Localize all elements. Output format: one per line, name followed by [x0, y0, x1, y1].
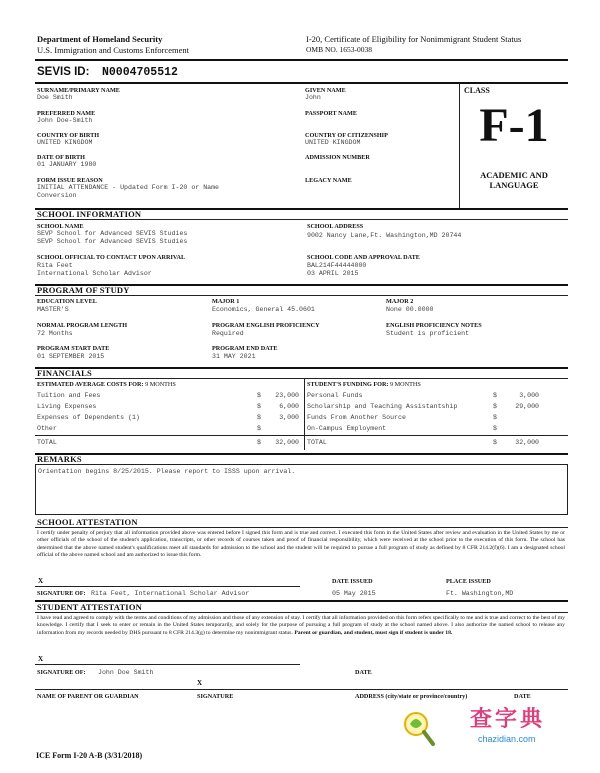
sevis-id-label: SEVIS ID: — [37, 66, 90, 78]
program-length-label: NORMAL PROGRAM LENGTH — [37, 322, 128, 329]
cost-currency: $ — [257, 414, 261, 421]
header-rule — [35, 59, 568, 61]
student-attestation-title: STUDENT ATTESTATION — [37, 602, 142, 612]
class-value: F-1 — [479, 99, 549, 152]
school-code-label: SCHOOL CODE AND APPROVAL DATE — [307, 254, 420, 261]
date-issued-label: DATE ISSUED — [332, 578, 373, 585]
education-level-label: EDUCATION LEVEL — [37, 298, 97, 305]
major1-label: MAJOR 1 — [212, 298, 240, 305]
english-proficiency-label: PROGRAM ENGLISH PROFICIENCY — [212, 322, 320, 329]
cost-amount: 6,000 — [279, 403, 299, 410]
financials-section-underline — [35, 378, 568, 379]
costs-total-currency: $ — [257, 439, 261, 446]
funding-header — [307, 381, 421, 388]
parent-sig-line — [35, 689, 568, 690]
program-section-title: PROGRAM OF STUDY — [37, 285, 130, 295]
school-sig-value: Rita Feet, International Scholar Advisor — [91, 590, 250, 597]
education-level-value: MASTER'S — [37, 306, 69, 313]
sevis-rule — [35, 82, 568, 84]
funding-currency: $ — [493, 403, 497, 410]
school-name-line1: SEVP School for Advanced SEVIS Studies — [37, 230, 188, 237]
preferred-name-value: John Doe-Smith — [37, 117, 93, 124]
magnifier-logo-icon — [400, 708, 436, 748]
english-proficiency-value: Required — [212, 330, 244, 337]
school-name-label: SCHOOL NAME — [37, 223, 84, 230]
major1-value: Economics, General 45.0601 — [212, 306, 315, 313]
birth-country-value: UNITED KINGDOM — [37, 139, 93, 146]
financials-section-rule — [35, 367, 568, 369]
funding-item: Scholarship and Teaching Assistantship — [307, 403, 458, 410]
school-official-label: SCHOOL OFFICIAL TO CONTACT UPON ARRIVAL — [37, 254, 186, 261]
date-issued-value: 05 May 2015 — [332, 590, 376, 597]
school-approval-date: 03 APRIL 2015 — [307, 270, 359, 277]
cost-item: Living Expenses — [37, 403, 97, 410]
student-attestation-bold: Parent or guardian, and student, must sign if student is under 18. — [294, 629, 453, 636]
major2-label: MAJOR 2 — [386, 298, 414, 305]
cost-amount: 3,000 — [279, 414, 299, 421]
remarks-section-rule — [35, 453, 568, 455]
school-address-label: SCHOOL ADDRESS — [307, 223, 364, 230]
funding-label: STUDENT'S FUNDING FOR: — [307, 381, 389, 388]
student-sig-x: X — [38, 655, 44, 663]
surname-label: SURNAME/PRIMARY NAME — [37, 87, 120, 94]
student-sig-value: John Doe Smith — [98, 669, 154, 676]
class-label: CLASS — [464, 86, 490, 95]
school-sig-x: X — [38, 577, 44, 585]
english-notes-label: ENGLISH PROFICIENCY NOTES — [386, 322, 482, 329]
form-title: I-20, Certificate of Eligibility for Nonimmigrant Student Status — [306, 34, 522, 44]
financials-divider — [304, 378, 305, 450]
funding-total-label: TOTAL — [307, 439, 327, 446]
dob-label: DATE OF BIRTH — [37, 154, 85, 161]
issue-reason-label: FORM ISSUE REASON — [37, 177, 103, 184]
citizenship-value: UNITED KINGDOM — [305, 139, 361, 146]
admission-number-label: ADMISSION NUMBER — [305, 154, 370, 161]
start-date-label: PROGRAM START DATE — [37, 345, 110, 352]
cost-currency: $ — [257, 392, 261, 399]
birth-country-label: COUNTRY OF BIRTH — [37, 132, 100, 139]
citizenship-label: COUNTRY OF CITIZENSHIP — [305, 132, 388, 139]
cost-currency: $ — [257, 425, 261, 432]
funding-amount: 3,000 — [519, 392, 539, 399]
funding-total-value: 32,000 — [515, 439, 539, 446]
given-name-value: John — [305, 94, 321, 101]
school-name-line2: SEVP School for Advanced SEVIS Studies — [37, 238, 188, 245]
funding-amount: 29,000 — [515, 403, 539, 410]
cost-item: Expenses of Dependents (1) — [37, 414, 140, 421]
student-sig-line — [35, 664, 300, 665]
parent-signature-label: SIGNATURE — [197, 693, 234, 700]
student-attestation-rule — [35, 612, 568, 613]
class-desc-line1: ACADEMIC AND — [480, 170, 548, 180]
funding-currency: $ — [493, 425, 497, 432]
remarks-text: Orientation begins 8/25/2015. Please report to ISSS upon arrival. — [38, 468, 296, 475]
school-sig-label: SIGNATURE OF: — [37, 590, 86, 597]
school-attestation-title: SCHOOL ATTESTATION — [37, 517, 138, 527]
parent-address-label: ADDRESS (city/state or province/country) — [355, 693, 468, 700]
funding-item: Personal Funds — [307, 392, 363, 399]
program-length-value: 72 Months — [37, 330, 73, 337]
given-name-label: GIVEN NAME — [305, 87, 346, 94]
issue-reason-line2: Conversion — [37, 192, 77, 199]
funding-currency: $ — [493, 392, 497, 399]
remarks-section-title: REMARKS — [37, 454, 82, 464]
english-notes-value: Student is proficient — [386, 330, 470, 337]
costs-total-value: 32,000 — [275, 439, 299, 446]
end-date-value: 31 MAY 2021 — [212, 353, 256, 360]
school-official-title: International Scholar Advisor — [37, 270, 152, 277]
cost-currency: $ — [257, 403, 261, 410]
funding-period: 9 MONTHS — [390, 381, 421, 388]
school-section-underline — [35, 219, 568, 220]
parent-name-label: NAME OF PARENT OR GUARDIAN — [37, 693, 139, 700]
parent-date-label: DATE — [514, 693, 531, 700]
start-date-value: 01 SEPTEMBER 2015 — [37, 353, 105, 360]
costs-period: 9 MONTHS — [145, 381, 176, 388]
school-attestation-rule — [35, 527, 568, 528]
surname-value: Doe Smith — [37, 94, 73, 101]
place-issued-value: Ft. Washington,MD — [446, 590, 514, 597]
financials-total-rule — [35, 435, 568, 436]
cost-item: Other — [37, 425, 57, 432]
sevis-id-value: N0004705512 — [102, 66, 178, 79]
place-issued-label: PLACE ISSUED — [446, 578, 491, 585]
end-date-label: PROGRAM END DATE — [212, 345, 278, 352]
agency-name: Department of Homeland Security — [37, 34, 163, 44]
cost-item: Tuition and Fees — [37, 392, 101, 399]
funding-currency: $ — [493, 414, 497, 421]
legacy-name-label: LEGACY NAME — [305, 177, 352, 184]
watermark-url: chazidian.com — [478, 734, 536, 744]
passport-name-label: PASSPORT NAME — [305, 110, 357, 117]
costs-total-label: TOTAL — [37, 439, 57, 446]
cost-amount: 23,000 — [275, 392, 299, 399]
school-sig-line — [35, 586, 300, 587]
preferred-name-label: PREFERRED NAME — [37, 110, 96, 117]
school-attestation-text: I certify under penalty of perjury that all information provided above was entered before I signed this form and is true and correct. I executed this form in the United States after review and evaluation in the United States by me or other officials of the school of the student's application, transcripts, or other records of courses taken and proof of financial responsibility, which were received at the school prior to the execution of this form. The school has determined that the above named student's qualifications meet all standards for admission to the school and the student will be required to pursue a full program of study as defined by 8 CFR 214.2(f)(6). I am a designated school official of the above named school and am authorized to issue this form. — [37, 530, 565, 558]
school-section-title: SCHOOL INFORMATION — [37, 209, 142, 219]
dob-value: 01 JANUARY 1980 — [37, 161, 97, 168]
issue-reason-line1: INITIAL ATTENDANCE - Updated Form I-20 or Name — [37, 184, 220, 191]
omb-number: OMB NO. 1653-0038 — [306, 45, 373, 54]
costs-header — [37, 381, 176, 388]
school-address-value: 9002 Nancy Lane,Ft. Washington,MD 20744 — [307, 232, 462, 239]
class-desc-line2: LANGUAGE — [489, 180, 539, 190]
costs-label: ESTIMATED AVERAGE COSTS FOR: — [37, 381, 144, 388]
student-attestation-body: I have read and agreed to comply with the terms and conditions of my admission and those of any extension of stay. I certify that all information provided on this form refers specifically to me and is true and correct to the best of my knowledge. I certify that I seek to enter or remain in the United States temporarily, and solely for the purpose of pursuing a full program of study at the school named above. I also authorize the named school to release any information from my records needed by DHS pursuant to 8 CFR 214.3(g) to determine my nonimmigrant status. — [37, 615, 565, 636]
form-id: ICE Form I-20 A-B (3/31/2018) — [36, 751, 143, 760]
funding-item: Funds From Another Source — [307, 414, 406, 421]
student-attestation-text — [37, 615, 565, 637]
student-date-label: DATE — [355, 669, 372, 676]
funding-item: On-Campus Employment — [307, 425, 387, 432]
school-official-name: Rita Feet — [37, 262, 73, 269]
funding-total-currency: $ — [493, 439, 497, 446]
student-sig-label: SIGNATURE OF: — [37, 669, 86, 676]
watermark-cn: 查字典 — [470, 707, 546, 732]
parent-sig-x: X — [197, 679, 203, 687]
financials-section-title: FINANCIALS — [37, 368, 92, 378]
program-section-underline — [35, 295, 568, 296]
sub-agency-name: U.S. Immigration and Customs Enforcement — [37, 45, 190, 55]
school-code-value: BAL214F44444000 — [307, 262, 367, 269]
major2-value: None 00.0000 — [386, 306, 434, 313]
